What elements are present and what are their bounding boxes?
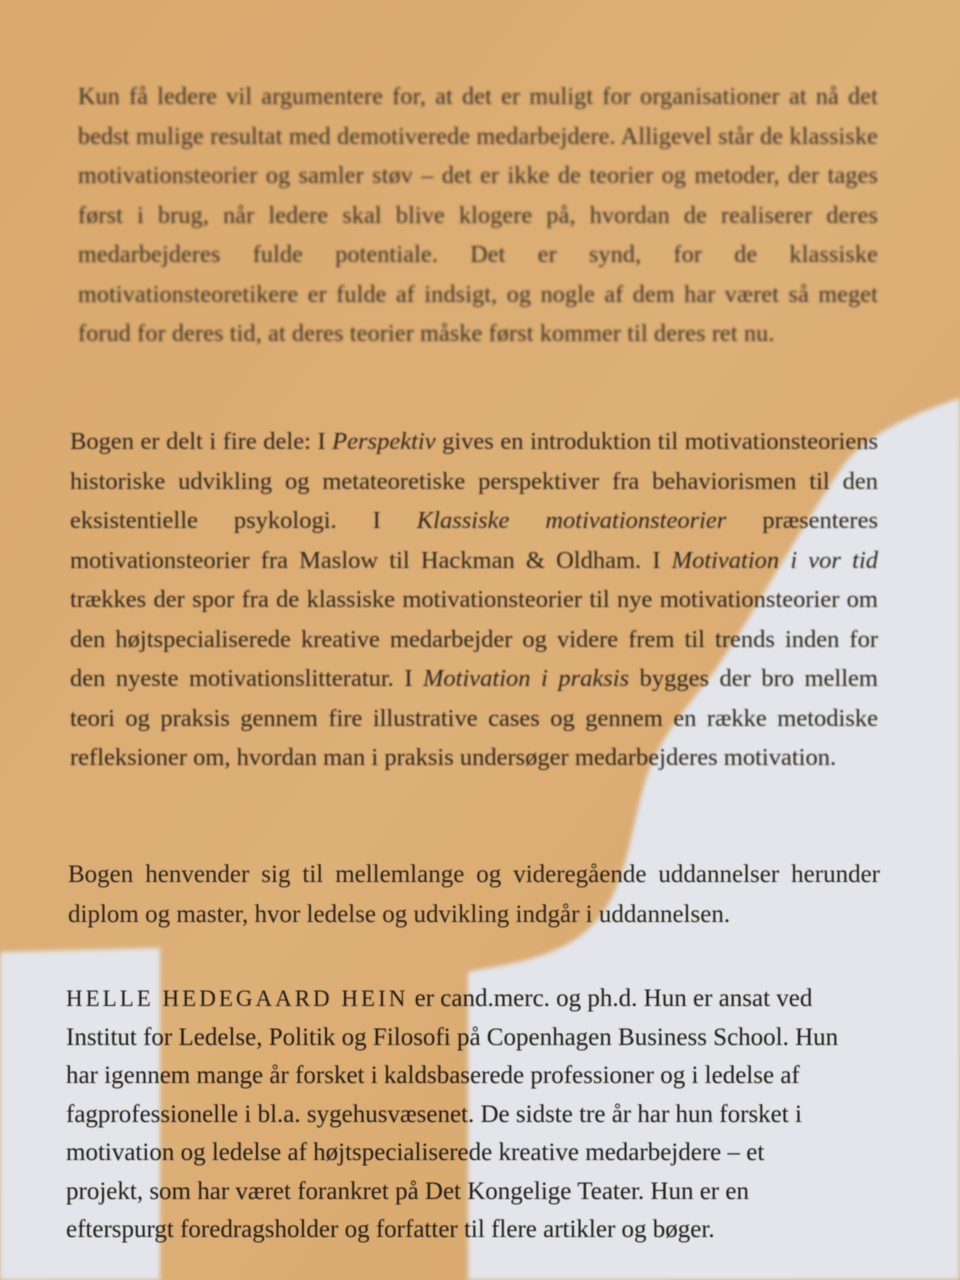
author-name: HELLE HEDEGAARD HEIN <box>66 986 409 1011</box>
book-structure-paragraph <box>70 422 878 778</box>
intro-paragraph: Kun få ledere vil argumentere for, at det er muligt for organisationer at nå det bedst mulige resultat med demotiverede medarbejdere. Alligevel står de klassiske motivationsteorier og samler støv – det er ikke de teorier og metoder, der tages først i brug, når ledere skal blive klogere på, hvordan de realiserer deres medarbejderes fulde potentiale. Det er synd, for de klassiske motivationsteoretikere er fulde af indsigt, og nogle af dem har været så meget forud for deres tid, at deres teorier måske først kommer til deres ret nu. <box>78 84 878 347</box>
audience-paragraph: Bogen henvender sig til mellemlange og videregående uddannelser herunder diplom og master, hvor ledelse og udvikling indgår i uddannelsen. <box>68 861 880 928</box>
author-bio-paragraph <box>66 980 846 1250</box>
part-title: Klassiske motivationsteorier <box>416 507 727 534</box>
part-title: Perspektiv <box>332 428 436 455</box>
author-bio: er cand.merc. og ph.d. Hun er ansat ved Institut for Ledelse, Politik og Filosofi på Copenhagen Business School. Hun har igennem mange år forsket i kaldsbaserede professioner og i ledelse af fagprofessionelle i bl.a. sygehusvæsenet. De sidste tre år har hun forsket i motivation og ledelse af højtspecialiserede kreative medarbejdere – et projekt, som har været forankret på Det Kongelige Teater. Hun er en efterspurgt foredragsholder og forfatter til flere artikler og bøger. <box>66 985 839 1243</box>
structure-text: Bogen er delt i fire dele: I <box>70 428 333 455</box>
structure-text: gives en introduktion til motivationsteoriens historiske udvikling og metateoretiske perspektiver fra behaviorismen til den eksistentielle psykologi. I <box>70 428 878 534</box>
structure-text: bygges der bro mellem teori og praksis gennem fire illustrative cases og gennem en række metodiske refleksioner om, hvordan man i praksis undersøger medarbejderes motivation. <box>70 665 878 771</box>
part-title: Motivation i vor tid <box>671 546 878 574</box>
part-title: Motivation i praksis <box>422 665 630 692</box>
structure-text: trækkes der spor fra de klassiske motivationsteorier til nye motivationsteorier om den højtspecialiserede kreative medarbejder og videre frem til trends inden for den nyeste motivationslitteratur. I <box>70 586 878 692</box>
structure-text: præsenteres motivationsteorier fra Maslow til Hackman & Oldham. I <box>70 507 878 574</box>
